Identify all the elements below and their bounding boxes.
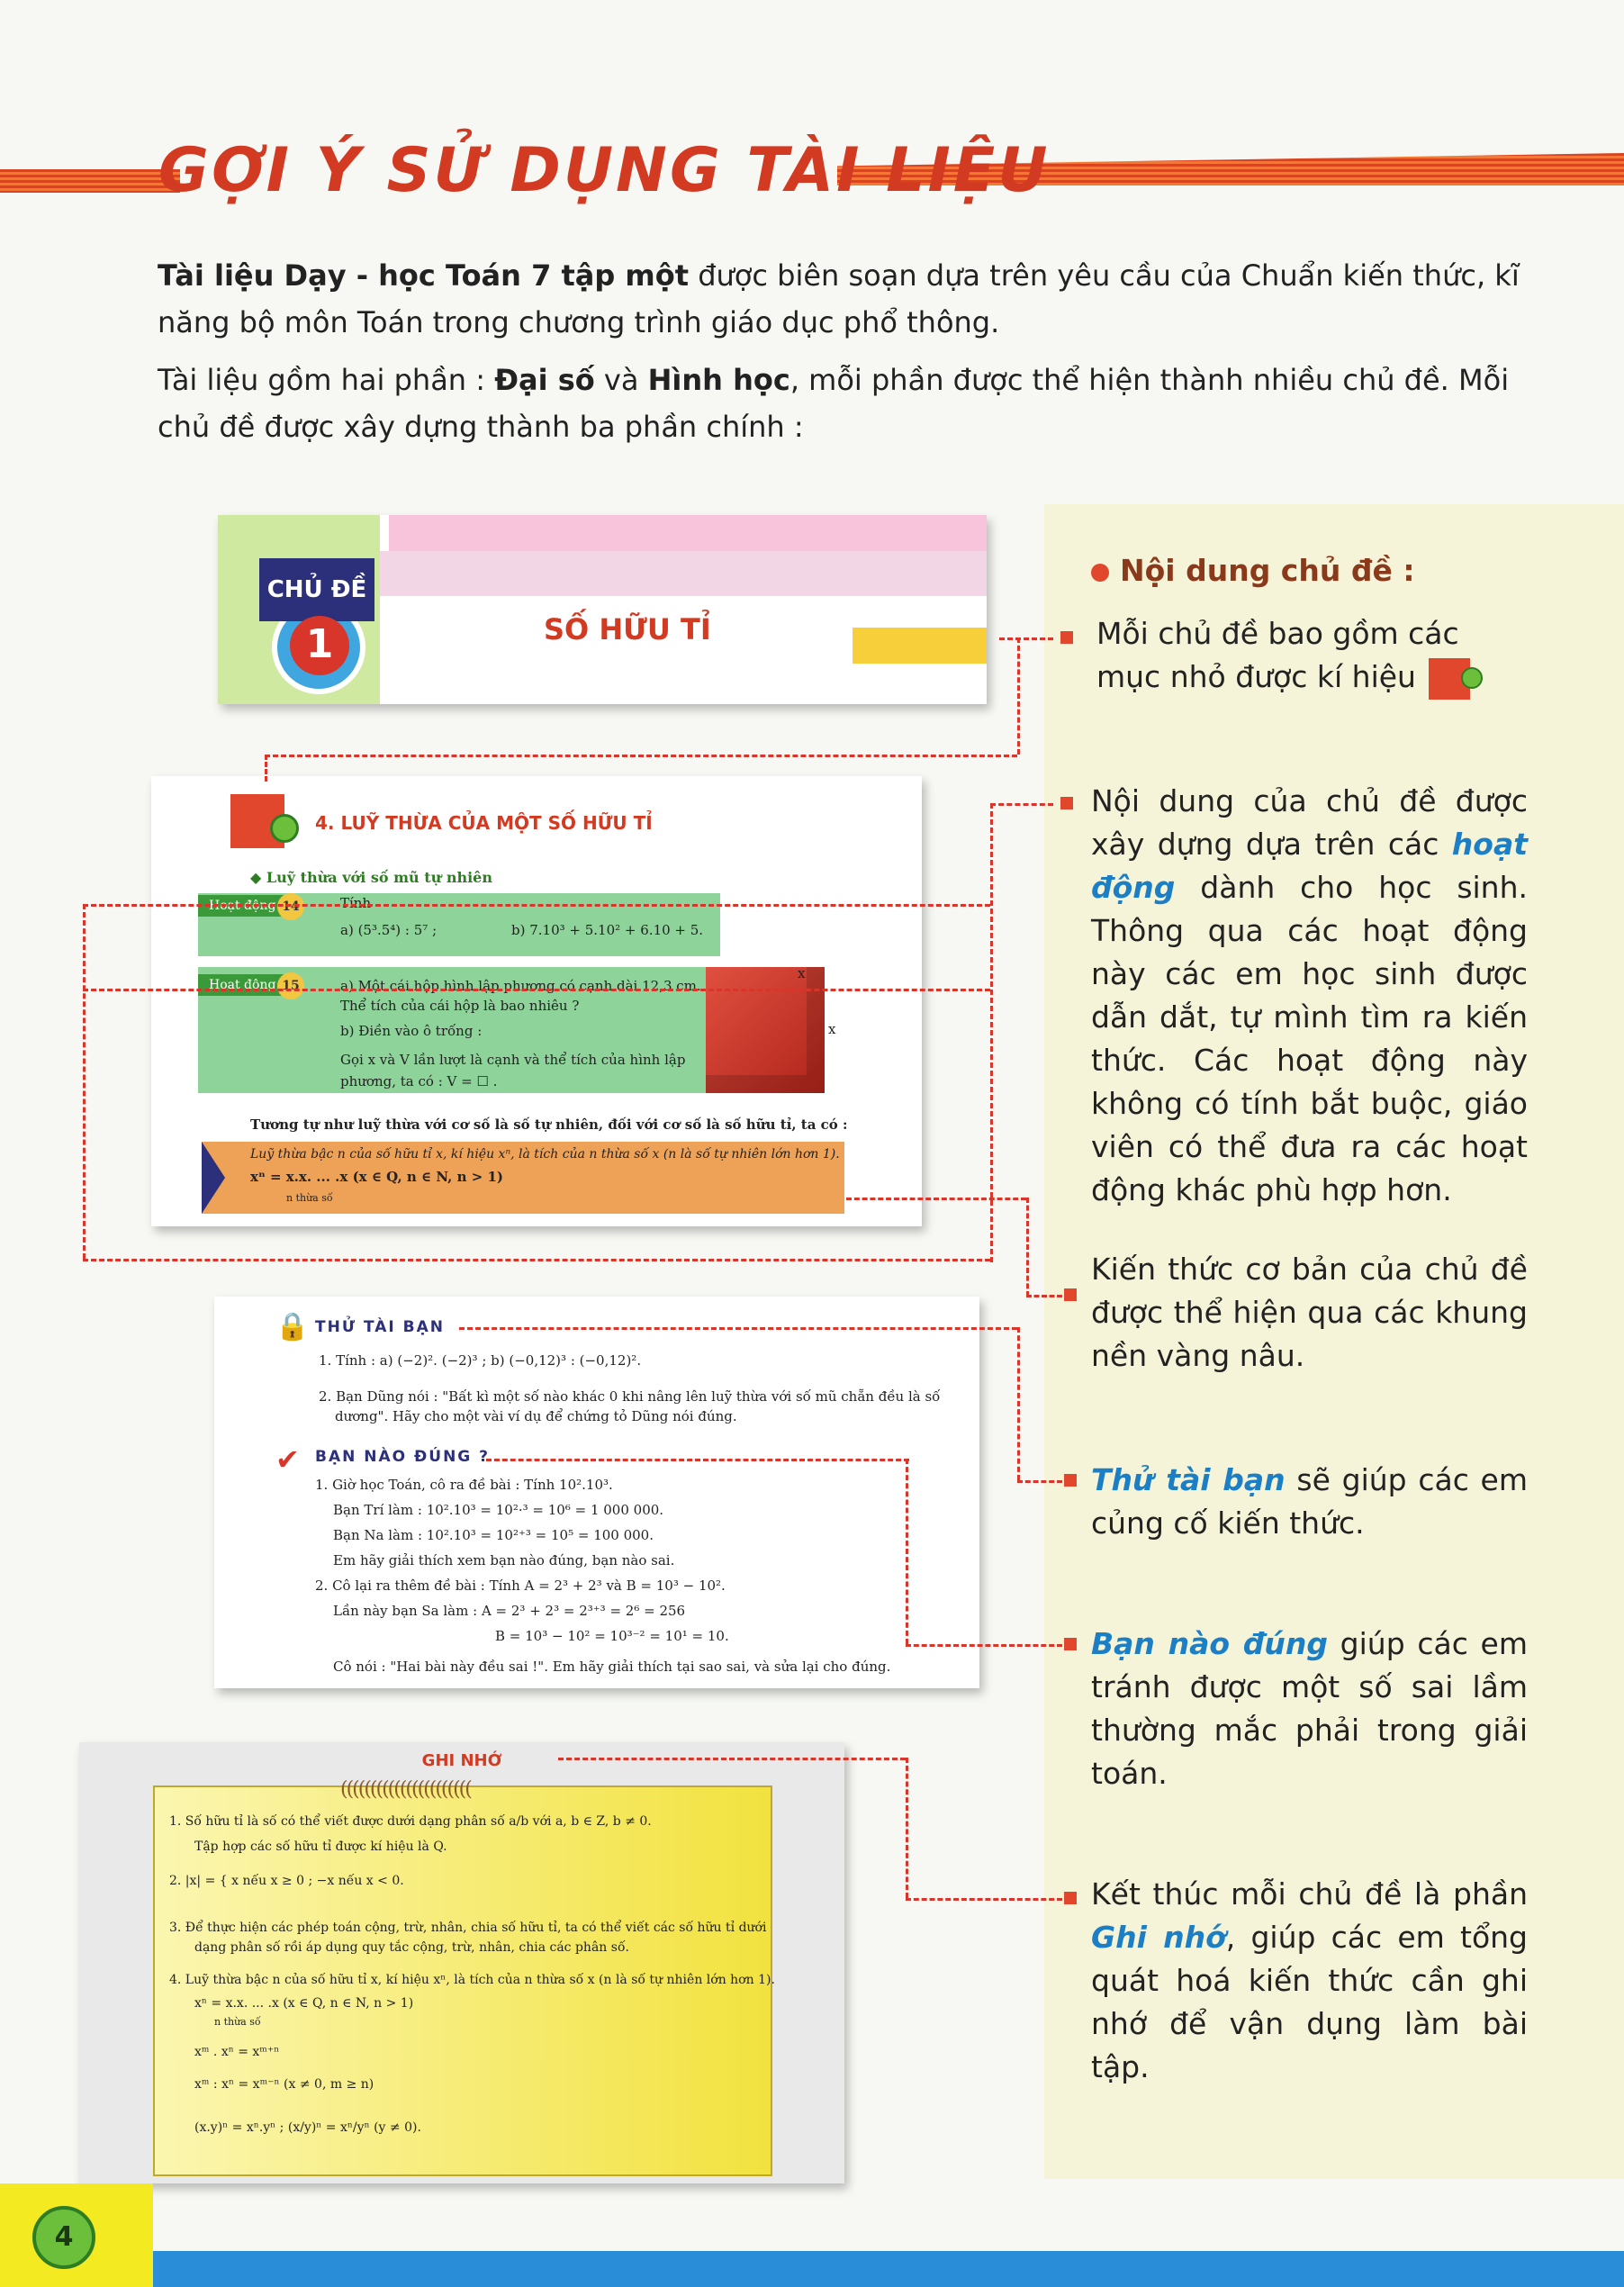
connector xyxy=(999,637,1053,640)
summary-item-2: 2. |x| = { x nếu x ≥ 0 ; −x nếu x < 0. xyxy=(169,1874,404,1888)
connector xyxy=(906,1758,908,1898)
right-item-5-highlight: Bạn nào đúng xyxy=(1091,1626,1328,1661)
decor-yellow-band xyxy=(853,628,987,664)
intro-p2-a: Tài liệu gồm hai phần : xyxy=(158,363,495,397)
header-stripe-left xyxy=(0,169,180,193)
topic-badge: CHỦ ĐỀ xyxy=(259,558,374,621)
who-is-right-line-7: B = 10³ − 10² = 10³⁻² = 10¹ = 10. xyxy=(495,1628,729,1644)
cube-edge-label: x xyxy=(798,965,806,981)
section-dot-icon xyxy=(270,814,299,843)
right-item-2-c: dành cho học sinh. Thông qua các hoạt động này các em học sinh được dẫn dắt, tự mình tìm ra kiến thức. Các hoạt động này không có tính bắt buộc, giáo viên có thể đưa ra các hoạt động khác phù hợp hơn. xyxy=(1091,870,1528,1207)
intro-p2-algebra: Đại số xyxy=(494,363,595,397)
section-heading: 4. LUỸ THỪA CỦA MỘT SỐ HỮU TỈ xyxy=(315,812,653,834)
connector xyxy=(906,1459,908,1644)
connector xyxy=(486,1459,909,1461)
cube-image xyxy=(706,967,825,1093)
activity-tag: Hoạt động xyxy=(198,895,302,917)
connector xyxy=(83,1259,990,1261)
activity-15-line-1: a) Một cái hộp hình lập phương có cạnh dài 12,3 cm. xyxy=(340,978,701,994)
topic-header-card xyxy=(218,515,987,704)
right-item-6-c: , giúp các em tổng quát hoá kiến thức cần ghi nhớ để vận dụng làm bài tập. xyxy=(1091,1920,1528,2084)
connector xyxy=(1026,1295,1062,1297)
lesson-sample-card xyxy=(151,776,922,1226)
intro-p1-text: được biên soạn dựa trên yêu cầu của Chuẩn kiến thức, kĩ năng bộ môn Toán trong chương trình giáo dục phổ thông. xyxy=(158,258,1520,339)
connector xyxy=(265,755,1017,757)
connector xyxy=(990,803,993,1262)
connector xyxy=(83,904,86,1259)
intro-paragraph-2 xyxy=(158,357,1544,450)
activity-15-line-3: b) Điền vào ô trống : xyxy=(340,1023,483,1039)
summary-formula-2: xᵐ . xⁿ = xᵐ⁺ⁿ xyxy=(194,2045,280,2059)
checkmark-icon: ✔ xyxy=(275,1442,300,1477)
connector xyxy=(1017,637,1020,755)
right-item-1 xyxy=(1096,612,1529,700)
right-item-6-a: Kết thúc mỗi chủ đề là phần xyxy=(1091,1876,1528,1912)
summary-formula-note: n thừa số xyxy=(214,2016,261,2028)
connector xyxy=(83,989,990,991)
summary-formula-4: (x.y)ⁿ = xⁿ.yⁿ ; (x/y)ⁿ = xⁿ/yⁿ (y ≠ 0). xyxy=(194,2120,421,2135)
who-is-right-heading: BẠN NÀO ĐÚNG ? xyxy=(315,1448,491,1466)
connector xyxy=(846,1198,1026,1200)
summary-formula-3: xᵐ : xⁿ = xᵐ⁻ⁿ (x ≠ 0, m ≥ n) xyxy=(194,2077,374,2092)
try-yourself-heading: THỬ TÀI BẠN xyxy=(315,1318,445,1336)
summary-heading: GHI NHỚ xyxy=(421,1751,502,1770)
connector xyxy=(558,1758,906,1760)
footer-band xyxy=(153,2251,1624,2287)
intro-book-title: Tài liệu Dạy - học Toán 7 tập một xyxy=(158,258,690,293)
who-is-right-line-6: Lần này bạn Sa làm : A = 2³ + 2³ = 2³⁺³ = 2⁶ = 256 xyxy=(333,1603,686,1619)
section-marker-icon xyxy=(1429,658,1470,700)
bullet-square-icon xyxy=(1064,1891,1077,1908)
connector xyxy=(990,803,1053,806)
right-item-6 xyxy=(1091,1873,1528,2089)
right-item-2-a: Nội dung của chủ đề được xây dựng dựa trên các xyxy=(1091,783,1528,862)
section-subheading: ◆ Luỹ thừa với số mũ tự nhiên xyxy=(250,869,492,886)
right-heading-text: Nội dung chủ đề : xyxy=(1120,553,1415,588)
notepad-rings: (((((((((((((((((((((( xyxy=(340,1778,471,1801)
summary-item-4: 4. Luỹ thừa bậc n của số hữu tỉ x, kí hiệu xⁿ, là tích của n thừa số x (n là số tự nhiên lớn hơn 1). xyxy=(169,1973,775,1987)
try-yourself-q2-line-2: dương". Hãy cho một vài ví dụ để chứng tỏ Dũng nói đúng. xyxy=(335,1408,737,1424)
topic-number: 1 xyxy=(290,616,349,675)
activity-14-a: a) (5³.5⁴) : 5⁷ ; xyxy=(340,922,438,938)
right-item-5-text: giúp các em tránh được một số sai lầm thường mắc phải trong giải toán. xyxy=(1091,1626,1528,1791)
activity-tag: Hoạt động xyxy=(198,974,302,996)
intro-p2-geometry: Hình học xyxy=(647,363,790,397)
bullet-square-icon xyxy=(1064,1637,1077,1654)
activity-number: 14 xyxy=(277,893,304,920)
connector xyxy=(906,1898,1062,1901)
bullet-icon xyxy=(1091,564,1109,582)
who-is-right-line-5: 2. Cô lại ra thêm đề bài : Tính A = 2³ + 2³ và B = 10³ − 10². xyxy=(315,1577,726,1594)
intro-p2-d: , mỗi phần được thể hiện thành nhiều chủ đề. Mỗi chủ đề được xây dựng thành ba phần chính : xyxy=(158,363,1510,444)
definition-marker xyxy=(202,1142,225,1214)
who-is-right-line-4: Em hãy giải thích xem bạn nào đúng, bạn nào sai. xyxy=(333,1552,675,1568)
bullet-square-icon xyxy=(1064,1288,1077,1305)
page-number: 4 xyxy=(32,2206,95,2269)
activity-number: 15 xyxy=(277,972,304,999)
summary-formula-1: xⁿ = x.x. ... .x (x ∈ Q, n ∈ N, n > 1) xyxy=(194,1996,414,2011)
try-yourself-q2-line-1: 2. Bạn Dũng nói : "Bất kì một số nào khác 0 khi nâng lên luỹ thừa với số mũ chẵn đều là số xyxy=(319,1388,941,1405)
cube-edge-label: x xyxy=(828,1021,836,1037)
definition-intro: Tương tự như luỹ thừa với cơ số là số tự nhiên, đối với cơ số là số hữu tỉ, ta có : xyxy=(250,1116,848,1133)
who-is-right-line-3: Bạn Na làm : 10².10³ = 10²⁺³ = 10⁵ = 100 000. xyxy=(333,1527,654,1543)
summary-item-3a: 3. Để thực hiện các phép toán cộng, trừ, nhân, chia số hữu tỉ, ta có thể viết các số hữu tỉ dưới xyxy=(169,1921,767,1935)
lock-icon: 🔒 xyxy=(275,1311,310,1342)
intro-p2-c: và xyxy=(594,363,648,397)
page-title: GỢI Ý SỬ DỤNG TÀI LIỆU xyxy=(158,135,1051,206)
activity-15-line-5: phương, ta có : V = ☐ . xyxy=(340,1073,498,1089)
right-item-5 xyxy=(1091,1623,1528,1795)
right-item-6-highlight: Ghi nhớ xyxy=(1091,1920,1226,1955)
summary-item-3b: dạng phân số rồi áp dụng quy tắc cộng, trừ, nhân, chia các phân số. xyxy=(194,1940,629,1955)
topic-title: SỐ HỮU TỈ xyxy=(544,612,711,646)
right-item-2 xyxy=(1091,780,1528,1212)
connector xyxy=(906,1644,1062,1647)
right-item-1-text: Mỗi chủ đề bao gồm các mục nhỏ được kí hiệu xyxy=(1096,616,1459,694)
decor-pink-band xyxy=(389,515,987,551)
intro-paragraph-1 xyxy=(158,252,1544,346)
definition-line-1: Luỹ thừa bậc n của số hữu tỉ x, kí hiệu xⁿ, là tích của n thừa số x (n là số tự nhiên lớn hơn 1). xyxy=(250,1147,840,1162)
summary-sample-card xyxy=(79,1742,844,2183)
summary-item-1b: Tập hợp các số hữu tỉ được kí hiệu là Q. xyxy=(194,1840,447,1854)
right-item-4-highlight: Thử tài bạn xyxy=(1091,1462,1286,1497)
activity-15-line-4: Gọi x và V lần lượt là cạnh và thể tích của hình lập xyxy=(340,1052,686,1068)
connector xyxy=(459,1327,1017,1330)
activity-14-line-1: Tính xyxy=(340,895,372,911)
bullet-square-icon xyxy=(1060,630,1073,647)
connector xyxy=(265,755,267,782)
who-is-right-line-2: Bạn Trí làm : 10².10³ = 10²·³ = 10⁶ = 1 000 000. xyxy=(333,1502,664,1518)
decor-pink-band-2 xyxy=(380,551,987,596)
summary-item-1a: 1. Số hữu tỉ là số có thể viết được dưới dạng phân số a/b với a, b ∈ Z, b ≠ 0. xyxy=(169,1814,652,1829)
bullet-square-icon xyxy=(1060,796,1073,813)
who-is-right-line-8: Cô nói : "Hai bài này đều sai !". Em hãy giải thích tại sao sai, và sửa lại cho đúng. xyxy=(333,1659,891,1675)
connector xyxy=(1017,1327,1020,1480)
connector xyxy=(1017,1480,1062,1483)
right-item-3: Kiến thức cơ bản của chủ đề được thể hiện qua các khung nền vàng nâu. xyxy=(1091,1252,1528,1373)
definition-formula: xⁿ = x.x. ... .x (x ∈ Q, n ∈ N, n > 1) xyxy=(250,1169,504,1185)
right-item-4 xyxy=(1091,1459,1528,1545)
try-yourself-q1: 1. Tính : a) (−2)². (−2)³ ; b) (−0,12)³ : (−0,12)². xyxy=(319,1352,642,1369)
exercise-sample-card xyxy=(214,1297,979,1688)
definition-formula-note: n thừa số xyxy=(286,1192,333,1204)
activity-15-line-2: Thể tích của cái hộp là bao nhiêu ? xyxy=(340,998,580,1014)
right-item-2-highlight: hoạt động xyxy=(1091,827,1528,905)
activity-14-b: b) 7.10³ + 5.10² + 6.10 + 5. xyxy=(511,922,704,938)
bullet-square-icon xyxy=(1064,1473,1077,1490)
connector xyxy=(1026,1198,1029,1297)
connector xyxy=(83,904,990,907)
who-is-right-line-1: 1. Giờ học Toán, cô ra đề bài : Tính 10².10³. xyxy=(315,1477,613,1493)
right-item-4-text: sẽ giúp các em củng cố kiến thức. xyxy=(1091,1462,1529,1541)
right-heading xyxy=(1091,549,1528,592)
